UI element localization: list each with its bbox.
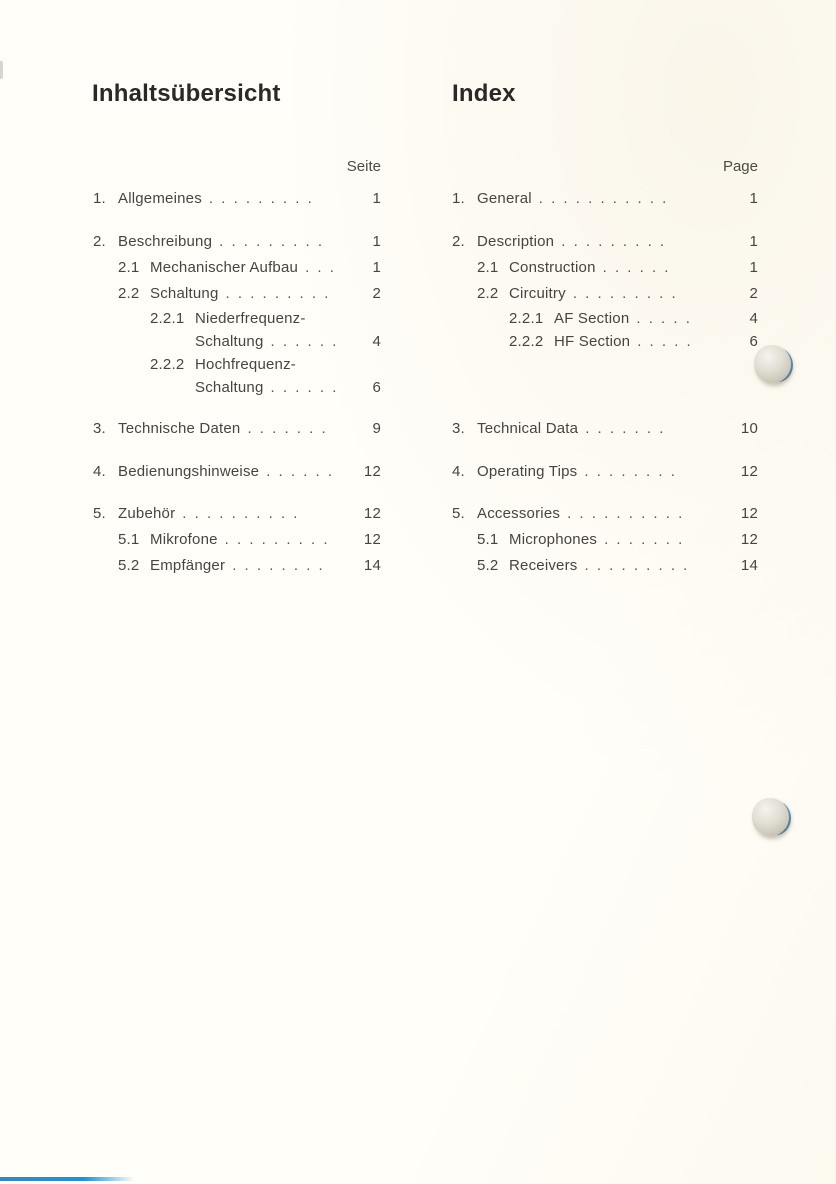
toc-row [93,501,381,527]
toc-item-label: Zubehör [118,505,176,522]
dot-leader: . . . . . . . . . [561,233,667,250]
toc-item-page: 12 [740,463,758,480]
toc-item-label: Accessories [477,505,561,522]
toc-row [452,527,758,553]
toc-item-page: 4 [749,310,758,327]
toc-row [93,416,381,442]
toc-item-label: General [477,190,532,207]
toc-item-label: Technische Daten [118,420,241,437]
toc-item-number: 5.1 [118,531,140,548]
dot-leader: . . . . . . . . . [208,190,314,207]
toc-item-label: Receivers [509,557,578,574]
toc-german [93,186,381,606]
toc-item-number: 5. [452,505,465,522]
dot-leader: . . . . . . . . . [224,531,330,548]
toc-item-number: 1. [93,190,106,207]
toc-item-number: 3. [452,420,465,437]
dot-leader: . . . . . . . . . [219,233,324,250]
toc-row [452,416,758,442]
toc-row [452,307,758,330]
binder-knob-ball [754,345,791,383]
toc-item-number: 2.1 [477,259,499,276]
toc-group [452,416,758,442]
toc-item-number: 4. [93,463,106,480]
toc-item-label: Circuitry [509,285,566,302]
toc-item-number: 5. [93,505,106,522]
toc-heading-english: Index [452,80,516,107]
dot-leader: . . . . . . [266,463,335,480]
toc-group [93,459,381,485]
toc-item-page: 12 [740,531,758,548]
toc-item-label: Hochfrequenz- [195,356,296,373]
dot-leader: . . . [305,259,336,276]
toc-item-page: 1 [749,190,758,207]
toc-item-page: 2 [372,285,381,302]
toc-item-page: 1 [749,233,758,250]
toc-group [93,501,381,579]
toc-group [452,501,758,579]
toc-item-number: 4. [452,463,465,480]
toc-item-label-continuation: Schaltung [195,379,264,396]
toc-item-label: Operating Tips [477,463,578,480]
toc-group [93,229,381,399]
dot-leader: . . . . . . . [585,420,666,437]
toc-item-page: 1 [372,190,381,207]
toc-row [93,553,381,579]
toc-row [93,229,381,255]
toc-row [452,459,758,485]
toc-item-number: 5.2 [477,557,499,574]
toc-row [452,186,758,212]
toc-row [93,186,381,212]
dot-leader: . . . . . . . [247,420,328,437]
dot-leader: . . . . . . . . [584,463,677,480]
toc-item-label: Mechanischer Aufbau [150,259,299,276]
toc-item-label-continuation: Schaltung [195,333,264,350]
binder-knob-top [754,345,794,385]
toc-item-label: Microphones [509,531,598,548]
dot-leader: . . . . . . [270,333,339,350]
toc-group [452,186,758,212]
toc-item-number: 3. [93,420,106,437]
toc-item-page: 1 [372,259,381,276]
toc-item-label: AF Section [554,310,630,327]
toc-item-number: 5.2 [118,557,140,574]
binder-knob-ball [752,798,789,836]
toc-item-page: 14 [363,557,381,574]
toc-english [452,186,758,606]
toc-item-page: 14 [740,557,758,574]
toc-row [452,281,758,307]
toc-item-label: Description [477,233,555,250]
toc-item-label: HF Section [554,333,631,350]
toc-item-number: 2.1 [118,259,140,276]
page-column-label-english: Page [722,158,758,175]
toc-item-label: Bedienungshinweise [118,463,260,480]
toc-row [93,255,381,281]
toc-group [452,459,758,485]
toc-item-label: Beschreibung [118,233,213,250]
toc-row [93,459,381,485]
toc-heading-german: Inhaltsübersicht [92,80,281,107]
binder-knob-bottom [752,798,792,838]
dot-leader: . . . . . . . . . [225,285,331,302]
toc-item-number: 2.2.2 [509,333,544,350]
toc-item-page: 2 [749,285,758,302]
dot-leader: . . . . . . . . . [572,285,678,302]
toc-item-label: Niederfrequenz- [195,310,306,327]
toc-item-page: 10 [740,420,758,437]
toc-item-page: 12 [363,463,381,480]
toc-item-page: 9 [372,420,381,437]
toc-item-number: 2.2.1 [509,310,544,327]
toc-row [452,229,758,255]
toc-item-page: 1 [749,259,758,276]
toc-item-page: 6 [372,379,381,396]
toc-item-page: 1 [372,233,381,250]
toc-group [452,229,758,353]
toc-item-page: 6 [749,333,758,350]
toc-item-number: 1. [452,190,465,207]
toc-item-page: 12 [363,531,381,548]
toc-item-number: 2.2 [477,285,499,302]
toc-group [93,416,381,442]
toc-item-number: 2. [452,233,465,250]
toc-row [93,527,381,553]
toc-row [93,353,381,399]
toc-item-label: Technical Data [477,420,579,437]
dot-leader: . . . . . [637,333,693,350]
scan-bottom-blue-edge [0,1177,140,1181]
toc-item-label: Construction [509,259,596,276]
toc-row [93,281,381,307]
toc-row [452,255,758,281]
toc-item-number: 2.2 [118,285,140,302]
toc-item-page: 4 [372,333,381,350]
toc-row [452,330,758,353]
toc-item-label: Allgemeines [118,190,202,207]
toc-item-label: Mikrofone [150,531,218,548]
dot-leader: . . . . . . [270,379,339,396]
dot-leader: . . . . . . . . . . [567,505,685,522]
dot-leader: . . . . . . . . . [584,557,690,574]
toc-item-page: 12 [740,505,758,522]
toc-item-label: Empfänger [150,557,226,574]
toc-item-page: 12 [363,505,381,522]
page-column-label-german: Seite [346,158,381,175]
toc-row [452,501,758,527]
dot-leader: . . . . . . [602,259,671,276]
toc-group [93,186,381,212]
dot-leader: . . . . . . . [604,531,685,548]
toc-item-number: 5.1 [477,531,499,548]
toc-row [93,307,381,353]
toc-item-number: 2. [93,233,106,250]
scan-edge-artifact [0,61,3,79]
dot-leader: . . . . . . . . . . [182,505,300,522]
dot-leader: . . . . . . . . . . . [538,190,669,207]
toc-row [452,553,758,579]
dot-leader: . . . . . . . . [232,557,325,574]
toc-item-number: 2.2.2 [150,356,185,373]
toc-item-number: 2.2.1 [150,310,185,327]
dot-leader: . . . . . [636,310,692,327]
toc-item-label: Schaltung [150,285,219,302]
